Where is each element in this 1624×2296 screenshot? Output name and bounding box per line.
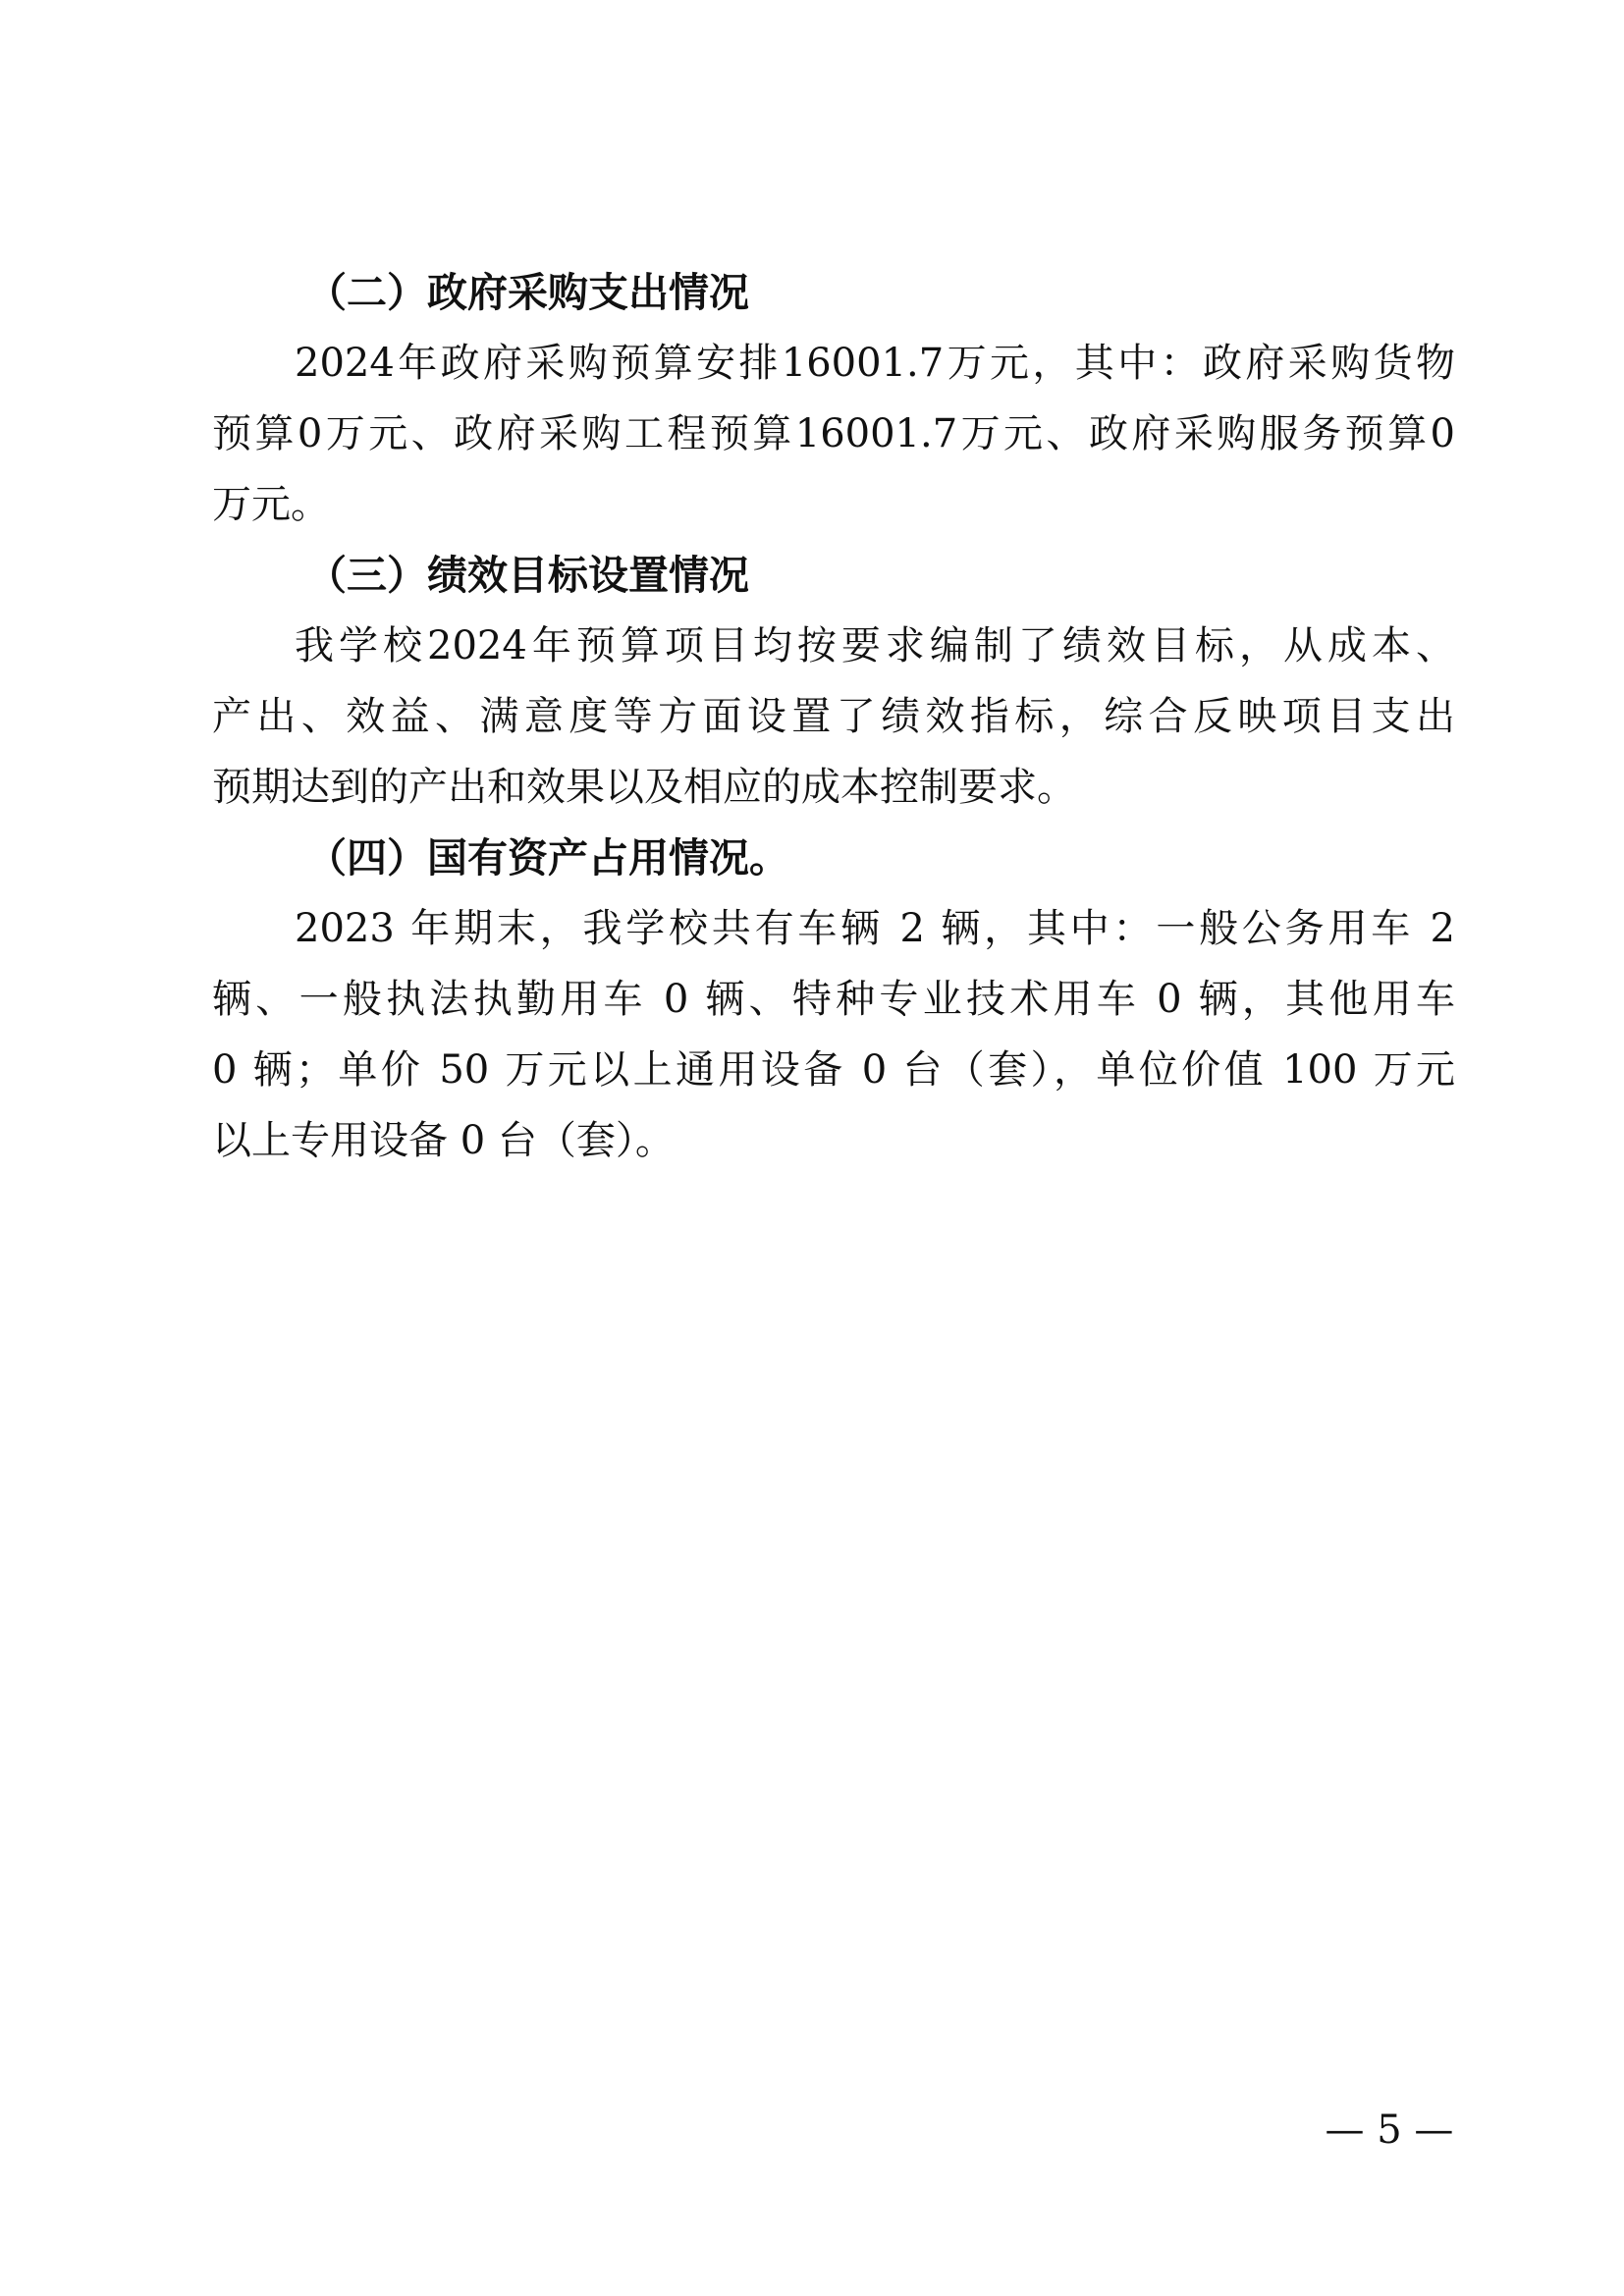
paragraph-line: 预算0万元、政府采购工程预算16001.7万元、政府采购服务预算0 [212, 411, 1455, 456]
section-heading-performance: （三）绩效目标设置情况 [306, 552, 749, 599]
paragraph-line: 万元。 [212, 482, 330, 527]
paragraph-line: 辆、一般执法执勤用车 0 辆、特种专业技术用车 0 辆，其他用车 [212, 977, 1455, 1022]
paragraph-line: 2023 年期末，我学校共有车辆 2 辆，其中：一般公务用车 2 [295, 906, 1455, 951]
paragraph-line: 产出、效益、满意度等方面设置了绩效指标，综合反映项目支出 [212, 694, 1455, 739]
paragraph-line: 0 辆；单价 50 万元以上通用设备 0 台（套），单位价值 100 万元 [212, 1047, 1455, 1093]
paragraph-line: 2024年政府采购预算安排16001.7万元，其中：政府采购货物 [295, 341, 1455, 386]
page-number: — 5 — [1325, 2108, 1454, 2153]
paragraph-line: 以上专用设备 0 台（套）。 [212, 1118, 675, 1163]
section-heading-procurement: （二）政府采购支出情况 [306, 269, 749, 316]
section-heading-assets: （四）国有资产占用情况。 [306, 834, 789, 881]
document-body [212, 257, 1455, 1176]
paragraph-line: 预期达到的产出和效果以及相应的成本控制要求。 [212, 765, 1076, 810]
paragraph-line: 我学校2024年预算项目均按要求编制了绩效目标，从成本、 [295, 623, 1455, 668]
